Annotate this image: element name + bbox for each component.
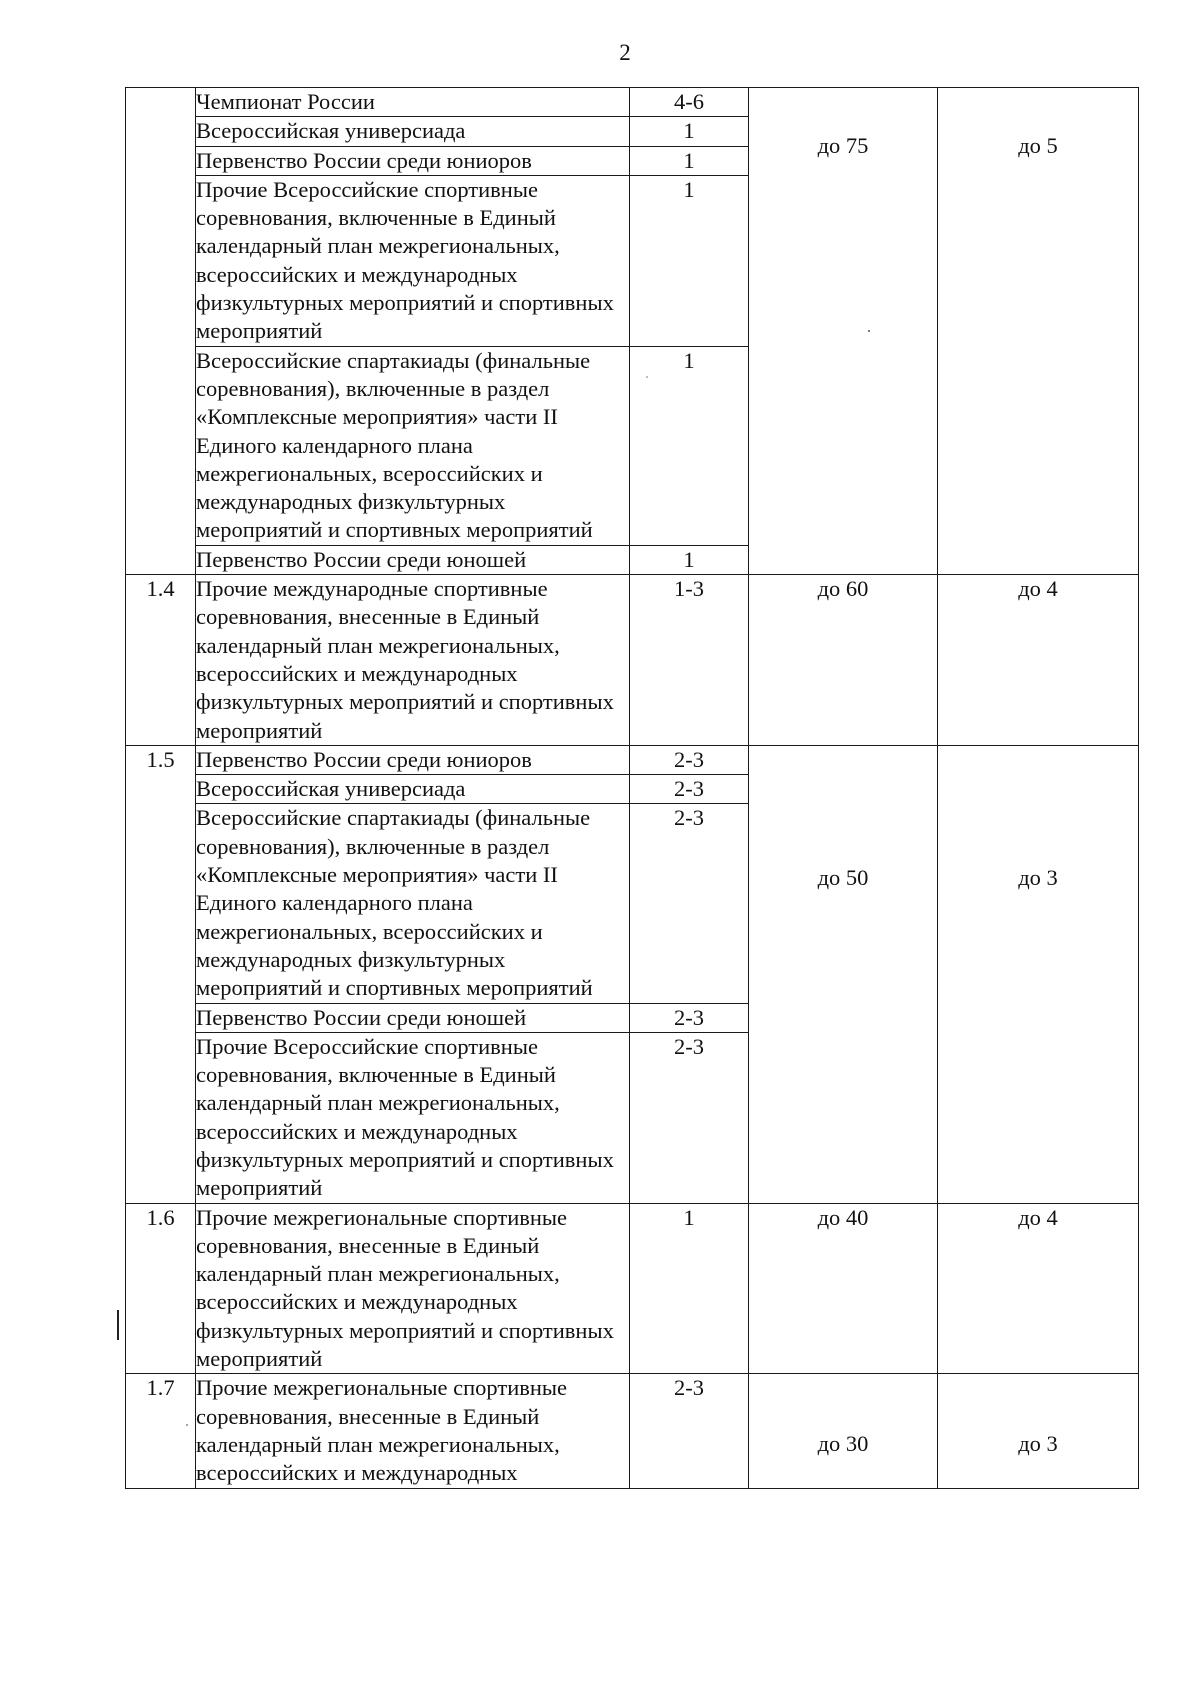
place-count: 2-3 bbox=[630, 1374, 749, 1488]
competition-name: Всероссийская универсиада bbox=[196, 775, 630, 804]
competition-table bbox=[125, 87, 1139, 1489]
competition-name: Прочие Всероссийские спортивные соревнования, включенные в Единый календарный план межрегиональных, всероссийских и международных физкультурных мероприятий и спортивных мероприятий bbox=[196, 175, 630, 346]
place-count: 2-3 bbox=[630, 1003, 749, 1032]
item-number: 1.6 bbox=[126, 1203, 196, 1374]
persons-limit: до 4 bbox=[938, 1203, 1139, 1374]
competition-name: Прочие Всероссийские спортивные соревнования, включенные в Единый календарный план межрегиональных, всероссийских и международных физкультурных мероприятий и спортивных мероприятий bbox=[196, 1032, 630, 1203]
item-number: 1.4 bbox=[126, 575, 196, 746]
competition-name: Прочие межрегиональные спортивные соревнования, внесенные в Единый календарный план межрегиональных, всероссийских и международных физкультурных мероприятий и спортивных мероприятий bbox=[196, 1203, 630, 1374]
days-limit: до 50 bbox=[749, 745, 938, 1203]
days-limit: до 60 bbox=[749, 575, 938, 746]
competition-name: Всероссийские спартакиады (финальные соревнования), включенные в раздел «Комплексные мероприятия» части II Единого календарного плана межрегиональных, всероссийских и международных физкультурных мероприятий и спортивных мероприятий bbox=[196, 346, 630, 545]
competition-name: Всероссийские спартакиады (финальные соревнования), включенные в раздел «Комплексные мероприятия» части II Единого календарного плана межрегиональных, всероссийских и международных физкультурных мероприятий и спортивных мероприятий bbox=[196, 804, 630, 1003]
place-count: 1 bbox=[630, 1203, 749, 1374]
page-number: 2 bbox=[619, 40, 631, 65]
days-limit: до 30 bbox=[749, 1374, 938, 1488]
competition-name: Прочие международные спортивные соревнования, внесенные в Единый календарный план межрегиональных, всероссийских и международных физкультурных мероприятий и спортивных мероприятий bbox=[196, 575, 630, 746]
table-row bbox=[126, 745, 1139, 774]
item-number bbox=[126, 88, 196, 575]
competition-name: Всероссийская универсиада bbox=[196, 117, 630, 146]
scan-speck bbox=[868, 330, 870, 332]
table-row bbox=[126, 575, 1139, 746]
competition-name: Чемпионат России bbox=[196, 88, 630, 117]
place-count: 1 bbox=[630, 346, 749, 545]
competition-name: Первенство России среди юношей bbox=[196, 545, 630, 574]
days-limit: до 40 bbox=[749, 1203, 938, 1374]
table-row bbox=[126, 1203, 1139, 1374]
days-limit: до 75 bbox=[749, 88, 938, 575]
place-count: 1 bbox=[630, 545, 749, 574]
scan-speck bbox=[186, 1424, 188, 1426]
persons-limit: до 3 bbox=[938, 745, 1139, 1203]
place-count: 1 bbox=[630, 175, 749, 346]
place-count: 2-3 bbox=[630, 1032, 749, 1203]
place-count: 1 bbox=[630, 146, 749, 175]
persons-limit: до 5 bbox=[938, 88, 1139, 575]
competition-name: Первенство России среди юниоров bbox=[196, 745, 630, 774]
table-row bbox=[126, 88, 1139, 117]
scan-speck bbox=[646, 376, 648, 378]
persons-limit: до 3 bbox=[938, 1374, 1139, 1488]
place-count: 2-3 bbox=[630, 804, 749, 1003]
item-number: 1.7 bbox=[126, 1374, 196, 1488]
persons-limit: до 4 bbox=[938, 575, 1139, 746]
table-row bbox=[126, 1374, 1139, 1488]
place-count: 2-3 bbox=[630, 775, 749, 804]
competition-name: Прочие межрегиональные спортивные соревнования, внесенные в Единый календарный план межрегиональных, всероссийских и международных bbox=[196, 1374, 630, 1488]
competition-name: Первенство России среди юношей bbox=[196, 1003, 630, 1032]
place-count: 1-3 bbox=[630, 575, 749, 746]
place-count: 1 bbox=[630, 117, 749, 146]
competition-name: Первенство России среди юниоров bbox=[196, 146, 630, 175]
place-count: 2-3 bbox=[630, 745, 749, 774]
item-number: 1.5 bbox=[126, 745, 196, 1203]
margin-mark bbox=[117, 1310, 119, 1340]
place-count: 4-6 bbox=[630, 88, 749, 117]
